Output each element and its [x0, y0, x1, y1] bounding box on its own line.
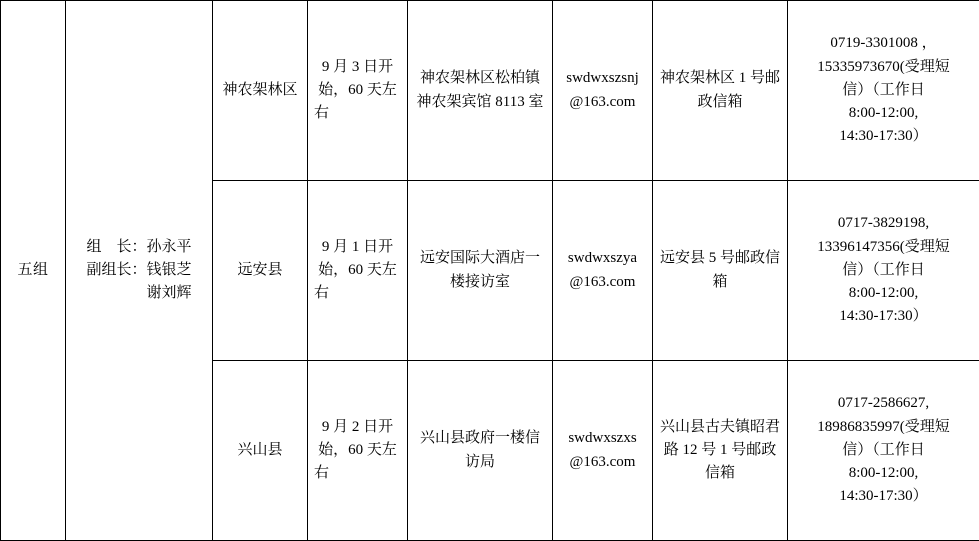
leader-cell: [66, 1, 213, 541]
phone-line-5: 14:30-17:30）: [839, 128, 928, 145]
phone-line-4: 8:00-12:00,: [848, 465, 919, 482]
county-cell: 神农架林区: [213, 1, 308, 181]
phone-line-1: 0717-3829198,: [837, 215, 930, 232]
email-cell: [553, 361, 653, 541]
email-line-1: swdwxszxs: [568, 430, 637, 447]
mailbox-cell: 神农架林区 1 号邮政信箱: [653, 1, 788, 181]
phone-line-3: 信）（工作日: [842, 81, 925, 98]
email-line-2: @163.com: [569, 453, 636, 470]
phone-cell: [788, 181, 979, 361]
email-line-2: @163.com: [569, 273, 636, 290]
county-cell: 兴山县: [213, 361, 308, 541]
phone-line-1: 0719-3301008 ，: [830, 35, 937, 52]
phone-line-5: 14:30-17:30）: [839, 308, 928, 325]
place-cell: 远安国际大酒店一楼接访室: [408, 181, 553, 361]
phone-line-4: 8:00-12:00,: [848, 105, 919, 122]
phone-line-2: 18986835997(受理短: [817, 418, 950, 435]
phone-cell: [788, 1, 979, 181]
mailbox-cell: 远安县 5 号邮政信箱: [653, 181, 788, 361]
email-line-2: @163.com: [569, 93, 636, 110]
phone-cell: [788, 361, 979, 541]
phone-line-2: 13396147356(受理短: [817, 238, 950, 255]
phone-line-2: 15335973670(受理短: [817, 58, 950, 75]
leader-line-1: 组 长：孙永平: [86, 238, 192, 255]
leader-line-3: 谢刘辉: [86, 285, 192, 302]
group-cell: 五组: [1, 1, 66, 541]
period-cell: 9 月 1 日开始，60 天左右: [308, 181, 408, 361]
mailbox-cell: 兴山县古夫镇昭君路 12 号 1 号邮政信箱: [653, 361, 788, 541]
phone-line-3: 信）（工作日: [842, 261, 925, 278]
email-cell: [553, 1, 653, 181]
period-cell: 9 月 2 日开始，60 天左右: [308, 361, 408, 541]
email-line-1: swdwxszya: [567, 250, 638, 267]
phone-line-1: 0717-2586627,: [837, 395, 930, 412]
period-cell: 9 月 3 日开始，60 天左右: [308, 1, 408, 181]
email-line-1: swdwxszsnj: [566, 70, 639, 87]
phone-line-4: 8:00-12:00,: [848, 285, 919, 302]
table-row: [1, 1, 979, 181]
email-cell: [553, 181, 653, 361]
county-cell: 远安县: [213, 181, 308, 361]
place-cell: 神农架林区松柏镇神农架宾馆 8113 室: [408, 1, 553, 181]
phone-line-5: 14:30-17:30）: [839, 488, 928, 505]
leader-line-2: 副组长：钱银芝: [86, 261, 192, 278]
place-cell: 兴山县政府一楼信访局: [408, 361, 553, 541]
phone-line-3: 信）（工作日: [842, 441, 925, 458]
